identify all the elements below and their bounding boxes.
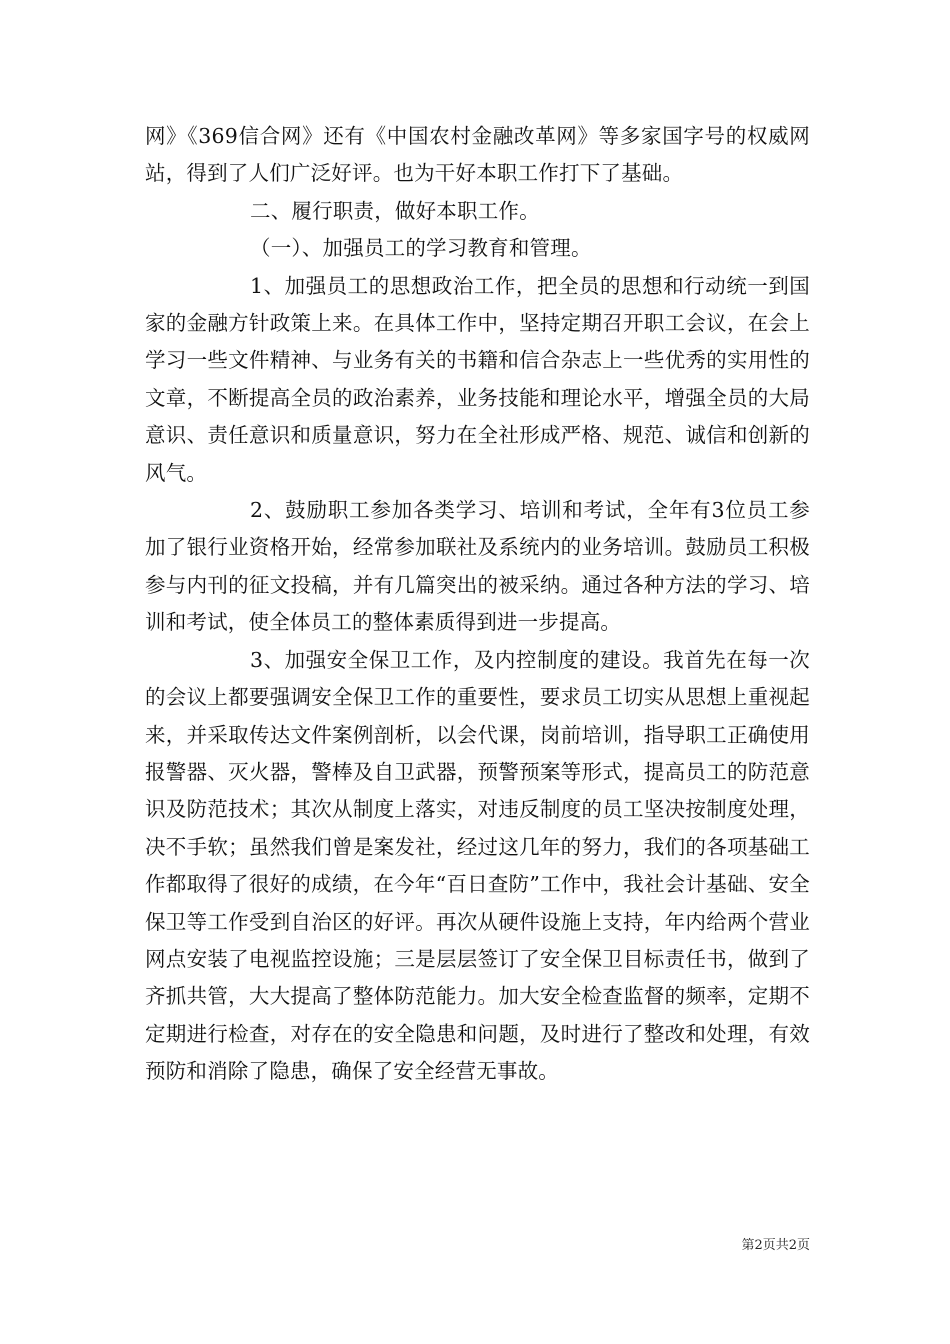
document-body	[145, 118, 810, 1091]
subsection-heading-one: （一）、加强员工的学习教育和管理。	[250, 236, 592, 261]
section-heading-two: 二、履行职责，做好本职工作。	[250, 198, 540, 223]
paragraph-item-2: 2、鼓励职工参加各类学习、培训和考试，全年有3位员工参加了银行业资格开始，经常参加联社及系统内的业务培训。鼓励员工积极参与内刊的征文投稿，并有几篇突出的被采纳。通过各种方法的学习、培训和考试，使全体员工的整体素质得到进一步提高。	[145, 498, 810, 635]
paragraph-item-1: 1、加强员工的思想政治工作，把全员的思想和行动统一到国家的金融方针政策上来。在具体工作中，坚持定期召开职工会议，在会上学习一些文件精神、与业务有关的书籍和信合杂志上一些优秀的实用性的文章，不断提高全员的政治素养，业务技能和理论水平，增强全员的大局意识、责任意识和质量意识，努力在全社形成严格、规范、诚信和创新的风气。	[145, 273, 810, 485]
page-number-footer: 第2页共2页	[741, 1238, 810, 1253]
paragraph-continued-intro: 网》《369信合网》还有《中国农村金融改革网》等多家国字号的权威网站，得到了人们广泛好评。也为干好本职工作打下了基础。	[145, 124, 810, 186]
paragraph-item-3: 3、加强安全保卫工作，及内控制度的建设。我首先在每一次的会议上都要强调安全保卫工作的重要性，要求员工切实从思想上重视起来，并采取传达文件案例剖析，以会代课，岗前培训，指导职工正确使用报警器、灭火器，警棒及自卫武器，预警预案等形式，提高员工的防范意识及防范技术；其次从制度上落实，对违反制度的员工坚决按制度处理，决不手软；虽然我们曾是案发社，经过这几年的努力，我们的各项基础工作都取得了很好的成绩，在今年“百日查防”工作中，我社会计基础、安全保卫等工作受到自治区的好评。再次从硬件设施上支持，年内给两个营业网点安装了电视监控设施；三是层层签订了安全保卫目标责任书，做到了齐抓共管，大大提高了整体防范能力。加大安全检查监督的频率，定期不定期进行检查，对存在的安全隐患和问题，及时进行了整改和处理，有效预防和消除了隐患，确保了安全经营无事故。	[145, 647, 810, 1084]
